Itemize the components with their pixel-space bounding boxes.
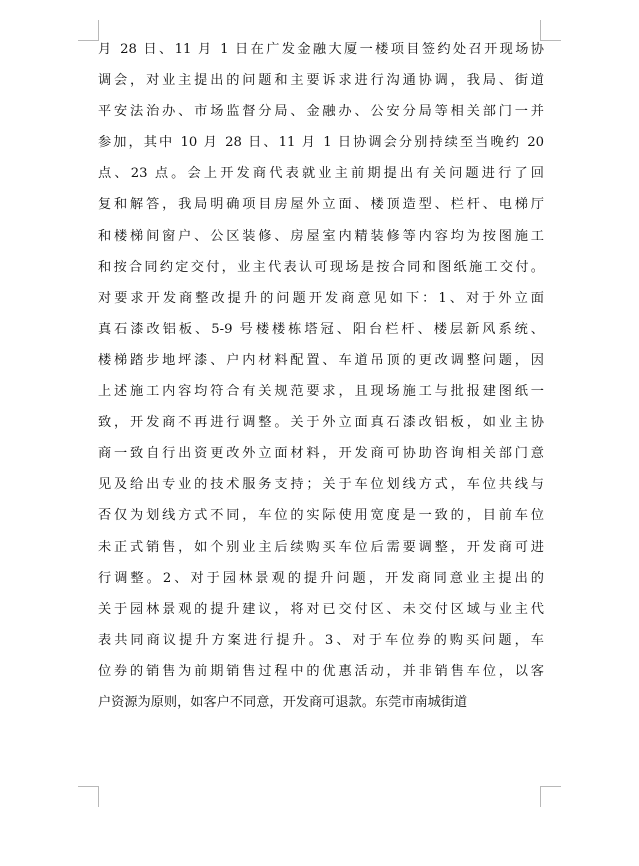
text-line: 楼梯踏步地坪漆、户内材料配置、车道吊顶的更改调整问题，因: [98, 352, 544, 368]
text-line: 月 28 日、11 月 1 日在广发金融大厦一楼项目签约处召开现场协: [98, 42, 544, 57]
text-line: 和按合同约定交付，业主代表认可现场是按合同和图纸施工交付。: [98, 259, 544, 275]
text-line: 见及给出专业的技术服务支持；关于车位划线方式，车位共线与: [98, 477, 544, 493]
text-line: 关于园林景观的提升建议，将对已交付区、未交付区域与业主代: [98, 601, 544, 617]
text-line: 商一致自行出资更改外立面材料，开发商可协助咨询相关部门意: [98, 446, 544, 462]
text-line: 行调整。2、对于园林景观的提升问题，开发商同意业主提出的: [98, 570, 544, 586]
text-line: 调会，对业主提出的问题和主要诉求进行沟通协调，我局、街道: [98, 73, 544, 89]
text-line: 点、23 点。会上开发商代表就业主前期提出有关问题进行了回: [98, 166, 544, 182]
text-line: 上述施工内容均符合有关规范要求，且现场施工与批报建图纸一: [98, 384, 544, 400]
text-line: 致，开发商不再进行调整。关于外立面真石漆改铝板，如业主协: [98, 415, 544, 431]
body-text[interactable]: [98, 34, 544, 718]
text-line: 参加，其中 10 月 28 日、11 月 1 日协调会分别持续至当晚约 20: [98, 135, 544, 151]
text-line: 否仅为划线方式不同，车位的实际使用宽度是一致的，目前车位: [98, 508, 544, 524]
margin-corner-bottom-right: [540, 786, 561, 807]
text-line: 平安法治办、市场监督分局、金融办、公安分局等相关部门一并: [98, 104, 544, 120]
text-line: 未正式销售，如个别业主后续购买车位后需要调整，开发商可进: [98, 539, 544, 555]
margin-corner-top-left: [78, 20, 99, 41]
text-line: 户资源为原则，如客户不同意，开发商可退款。东莞市南城街道: [98, 694, 468, 710]
text-line: 真石漆改铝板、5-9 号楼楼栋塔冠、阳台栏杆、楼层新风系统、: [98, 321, 544, 337]
text-line: 和楼梯间窗户、公区装修、房屋室内精装修等内容均为按图施工: [98, 228, 544, 244]
text-line: 表共同商议提升方案进行提升。3、对于车位券的购买问题，车: [98, 632, 544, 648]
text-line: 位券的销售为前期销售过程中的优惠活动，并非销售车位，以客: [98, 663, 544, 679]
text-line: 复和解答，我局明确项目房屋外立面、楼顶造型、栏杆、电梯厅: [98, 197, 544, 213]
margin-corner-bottom-left: [78, 786, 99, 807]
text-line: 对要求开发商整改提升的问题开发商意见如下：1、对于外立面: [98, 290, 544, 306]
